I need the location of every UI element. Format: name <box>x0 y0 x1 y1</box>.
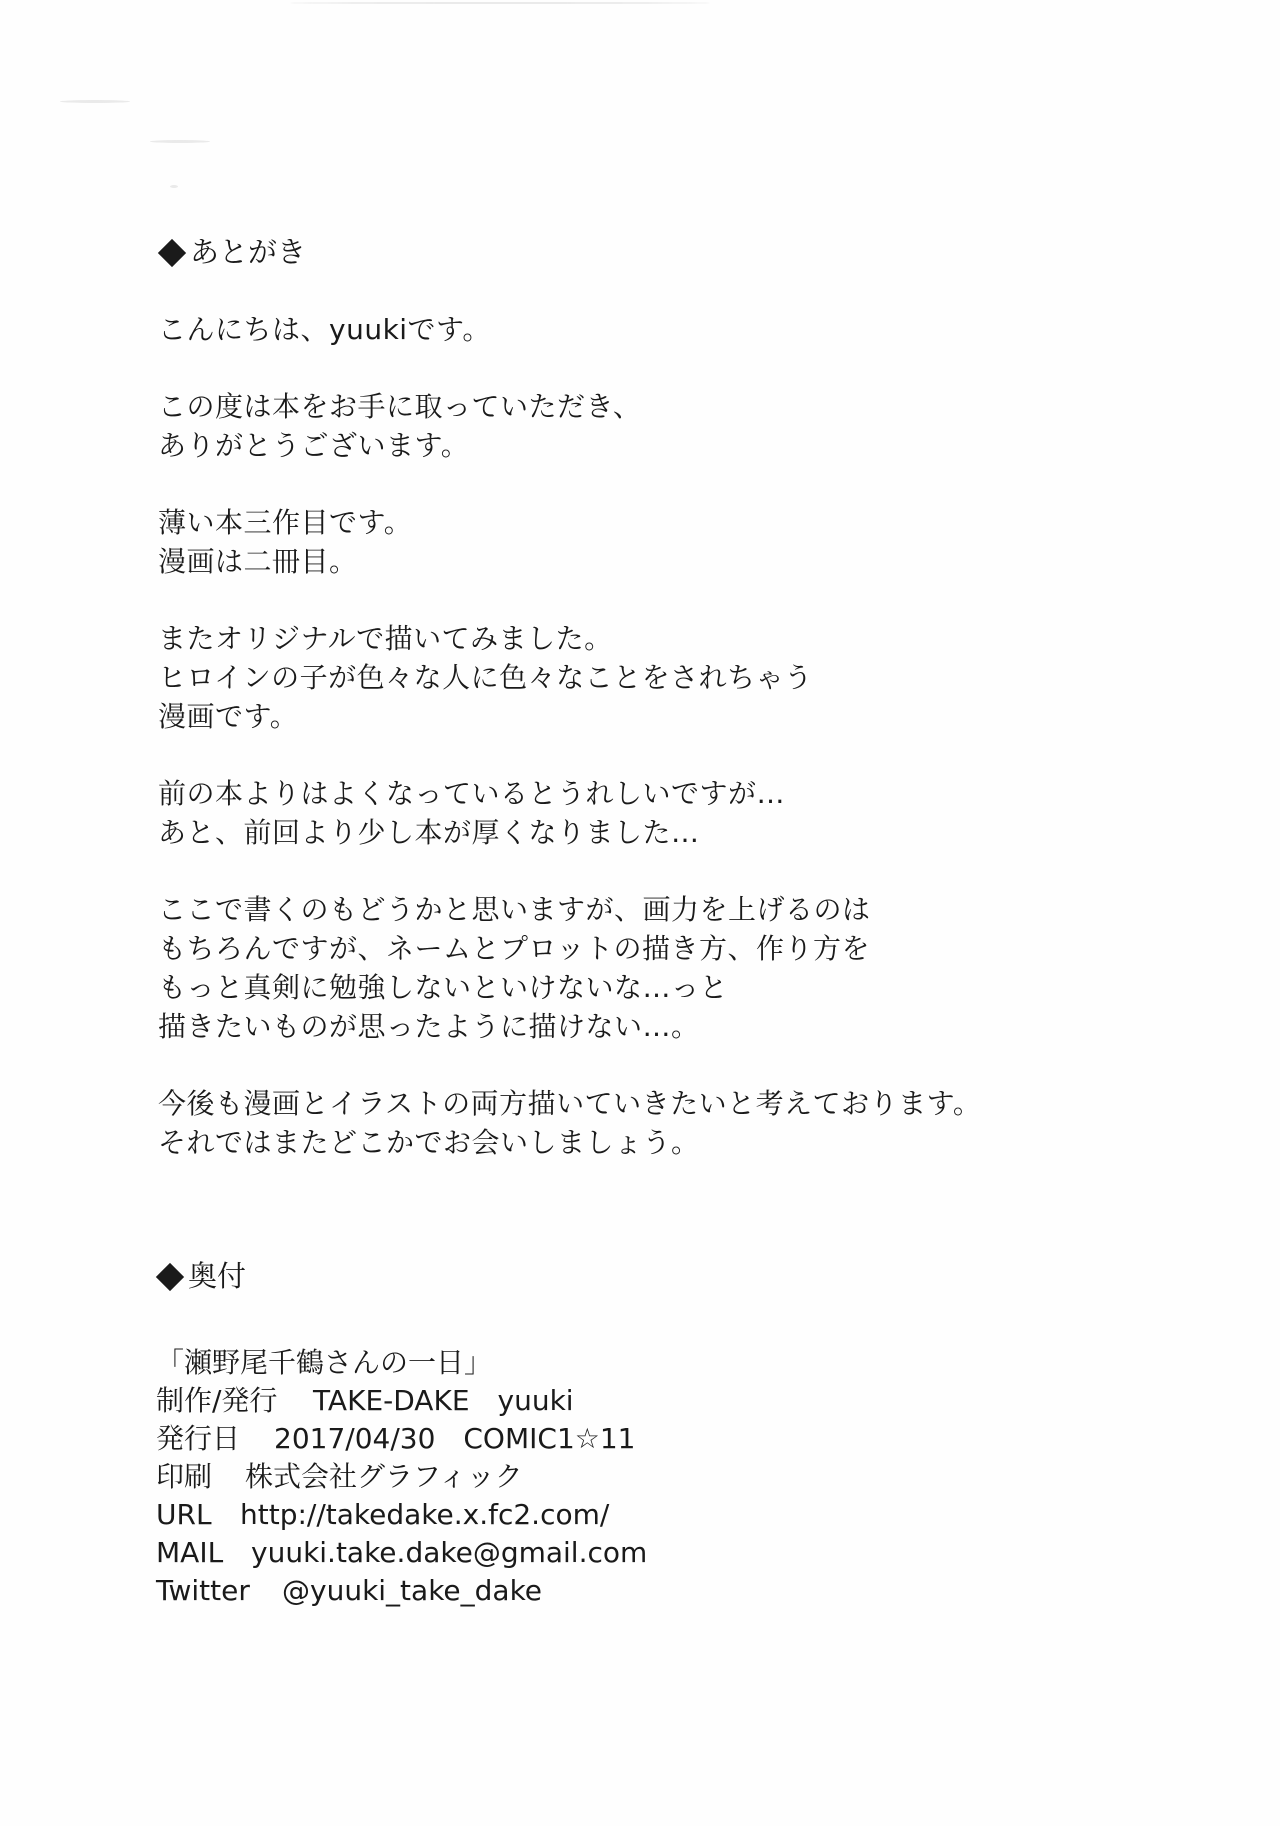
colophon-entry-twitter <box>156 1572 1156 1610</box>
colophon-entry-publisher <box>156 1382 1156 1420</box>
text-line: この度は本をお手に取っていただき、 <box>158 390 642 423</box>
diamond-bullet-icon <box>156 1263 184 1291</box>
paragraph <box>158 890 1158 1046</box>
entry-label: 制作/発行 <box>156 1384 278 1417</box>
entry-label: 印刷 <box>156 1460 213 1493</box>
text-line: 前の本よりはよくなっているとうれしいですが… <box>158 777 786 810</box>
paragraph <box>158 503 1158 581</box>
colophon-heading-text: 奥付 <box>188 1259 247 1293</box>
entry-value: http://takedake.x.fc2.com/ <box>240 1498 610 1531</box>
colophon-entry-printer <box>156 1458 1156 1496</box>
paragraph <box>158 310 1158 349</box>
colophon-entry-mail <box>156 1534 1156 1572</box>
entry-value: 2017/04/30 COMIC1☆11 <box>274 1422 636 1455</box>
text-line: 今後も漫画とイラストの両方描いていきたいと考えております。 <box>158 1087 982 1120</box>
text-line: もっと真剣に勉強しないといけないな…っと <box>158 971 729 1004</box>
text-line: またオリジナルで描いてみました。 <box>158 622 613 655</box>
text-line: ここで書くのもどうかと思いますが、画力を上げるのは <box>158 893 871 926</box>
entry-value: 株式会社グラフィック <box>245 1460 523 1493</box>
paragraph <box>158 387 1158 465</box>
scan-artifact <box>170 185 178 188</box>
entry-value: yuuki.take.dake@gmail.com <box>251 1536 648 1569</box>
colophon-entry-date <box>156 1420 1156 1458</box>
text-line: 描きたいものが思ったように描けない…。 <box>158 1010 700 1043</box>
colophon-heading <box>156 1256 1156 1296</box>
text-line: ありがとうございます。 <box>158 429 470 462</box>
afterword-section <box>158 232 1158 1200</box>
afterword-heading-text: あとがき <box>190 235 307 269</box>
text-line: あと、前回より少し本が厚くなりました… <box>158 816 700 849</box>
scan-artifact <box>60 100 130 103</box>
paragraph <box>158 619 1158 736</box>
text-line: 漫画は二冊目。 <box>158 545 358 578</box>
scan-artifact <box>290 2 710 4</box>
book-title: 「瀬野尾千鶴さんの一日」 <box>156 1346 493 1379</box>
diamond-bullet-icon <box>158 239 186 267</box>
paragraph <box>158 1084 1158 1162</box>
afterword-heading <box>158 232 1158 272</box>
text-line: ヒロインの子が色々な人に色々なことをされちゃう <box>158 661 813 694</box>
text-line: 漫画です。 <box>158 700 299 733</box>
entry-label: Twitter <box>156 1574 250 1607</box>
paragraph <box>158 774 1158 852</box>
entry-label: URL <box>156 1498 212 1531</box>
text-line: それではまたどこかでお会いしましょう。 <box>158 1126 700 1159</box>
colophon-entry-url <box>156 1496 1156 1534</box>
entry-value: @yuuki_take_dake <box>282 1574 543 1607</box>
text-line: こんにちは、yuukiです。 <box>158 313 491 346</box>
entry-label: MAIL <box>156 1536 224 1569</box>
afterword-body <box>158 310 1158 1162</box>
scan-artifact <box>150 140 210 143</box>
entry-value: TAKE-DAKE yuuki <box>313 1384 574 1417</box>
colophon-section <box>156 1256 1156 1610</box>
entry-label: 発行日 <box>156 1422 241 1455</box>
text-line: もちろんですが、ネームとプロットの描き方、作り方を <box>158 932 870 965</box>
text-line: 薄い本三作目です。 <box>158 506 413 539</box>
